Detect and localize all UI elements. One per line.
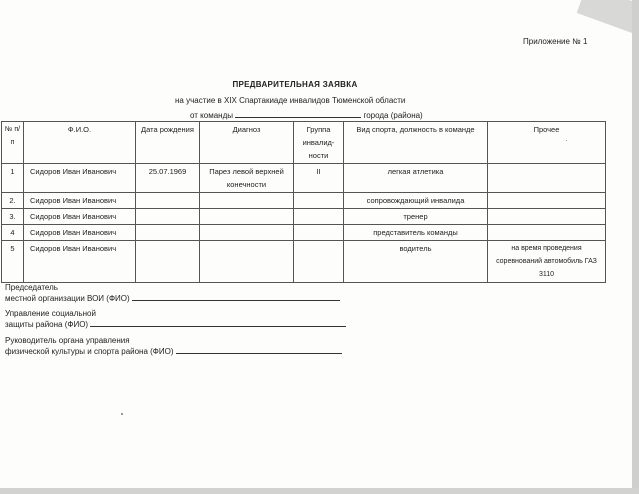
cell-diagnosis <box>200 193 294 209</box>
cell-other <box>488 209 606 225</box>
cell-group <box>294 241 344 283</box>
cell-fio: Сидоров Иван Иванович <box>24 164 136 193</box>
cell-dob <box>136 225 200 241</box>
signature-social-title: Управление социальной <box>5 309 96 318</box>
cell-fio: Сидоров Иван Иванович <box>24 209 136 225</box>
signature-chair-line <box>132 293 340 301</box>
signature-social-line <box>90 319 346 327</box>
signature-social <box>5 309 346 330</box>
signature-sport <box>5 336 342 357</box>
participants-table <box>1 121 606 283</box>
table-header-row <box>2 122 606 164</box>
signature-sport-label: физической культуры и спорта района (ФИО) <box>5 347 174 356</box>
cell-dob <box>136 209 200 225</box>
cell-num: 5 <box>2 241 24 283</box>
cell-num: 3. <box>2 209 24 225</box>
team-suffix: города (района) <box>363 111 423 120</box>
subtitle-line-1: на участие в XIX Спартакиаде инвалидов Тюменской области <box>175 96 406 105</box>
cell-dob <box>136 193 200 209</box>
header-diagnosis: Диагноз <box>200 122 294 164</box>
cell-sport: представитель команды <box>344 225 488 241</box>
cell-fio: Сидоров Иван Иванович <box>24 225 136 241</box>
cell-group: II <box>294 164 344 193</box>
cell-group <box>294 193 344 209</box>
cell-other <box>488 193 606 209</box>
header-sport: Вид спорта, должность в команде <box>344 122 488 164</box>
cell-num: 1 <box>2 164 24 193</box>
team-blank-line <box>235 110 361 118</box>
cell-fio: Сидоров Иван Иванович <box>24 241 136 283</box>
speck <box>121 413 123 415</box>
cell-sport: сопровождающий инвалида <box>344 193 488 209</box>
cell-sport: тренер <box>344 209 488 225</box>
signature-sport-line <box>176 346 342 354</box>
cell-dob <box>136 241 200 283</box>
cell-diagnosis <box>200 209 294 225</box>
cell-other <box>488 225 606 241</box>
cell-diagnosis <box>200 225 294 241</box>
cell-diagnosis: Парез левой верхней конечности <box>200 164 294 193</box>
table-row <box>2 193 606 209</box>
table-row <box>2 209 606 225</box>
team-prefix: от команды <box>190 111 233 120</box>
signature-chair-label: местной организации ВОИ (ФИО) <box>5 294 130 303</box>
table-row <box>2 164 606 193</box>
subtitle-line-2 <box>190 110 423 120</box>
signature-chair-title: Председатель <box>5 283 58 292</box>
header-num: № п/п <box>2 122 24 164</box>
header-other: Прочее <box>488 122 606 164</box>
table-row <box>2 225 606 241</box>
signature-chair <box>5 283 340 304</box>
cell-sport: водитель <box>344 241 488 283</box>
cell-group <box>294 225 344 241</box>
appendix-label: Приложение № 1 <box>523 37 588 46</box>
cell-num: 4 <box>2 225 24 241</box>
document-title: ПРЕДВАРИТЕЛЬНАЯ ЗАЯВКА <box>232 80 358 89</box>
cell-diagnosis <box>200 241 294 283</box>
header-group: Группа инвалид-ности <box>294 122 344 164</box>
scan-edge-right <box>632 0 639 494</box>
cell-other: на время проведения соревнований автомобиль ГАЗ 3110 <box>488 241 606 283</box>
cell-fio: Сидоров Иван Иванович <box>24 193 136 209</box>
speck <box>566 140 567 141</box>
cell-sport: легкая атлетика <box>344 164 488 193</box>
page-fold <box>577 0 632 33</box>
signature-social-label: защиты района (ФИО) <box>5 320 89 329</box>
signature-sport-title: Руководитель органа управления <box>5 336 130 345</box>
cell-group <box>294 209 344 225</box>
cell-dob: 25.07.1969 <box>136 164 200 193</box>
scan-edge-bottom <box>0 488 639 494</box>
table-row <box>2 241 606 283</box>
cell-other <box>488 164 606 193</box>
header-dob: Дата рождения <box>136 122 200 164</box>
cell-num: 2. <box>2 193 24 209</box>
header-fio: Ф.И.О. <box>24 122 136 164</box>
